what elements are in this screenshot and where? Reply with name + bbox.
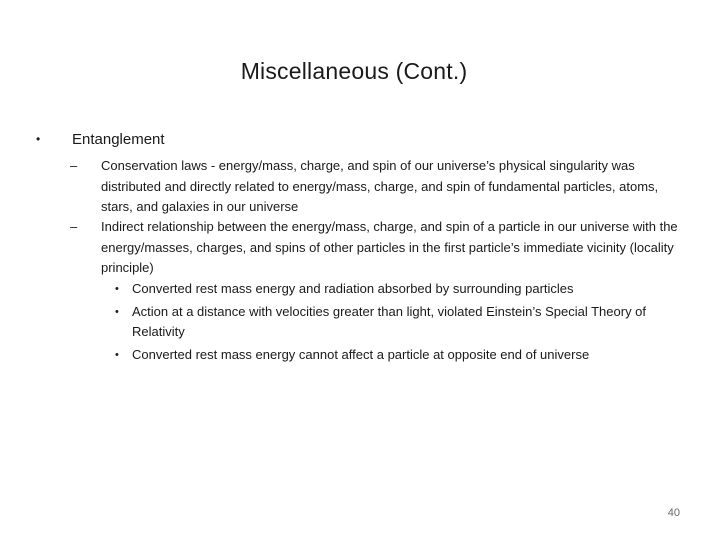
sub-sub-bullet-text: Converted rest mass energy and radiation absorbed by surrounding particles	[132, 281, 574, 296]
sub-sub-bullet-text: Converted rest mass energy cannot affect a particle at opposite end of universe	[132, 347, 590, 362]
sub-bullet-conservation-laws	[70, 156, 690, 218]
bullet-text: Entanglement	[72, 131, 165, 148]
dot-marker: •	[115, 349, 119, 361]
sub-sub-bullet-cannot-affect	[115, 345, 685, 365]
page-number: 40	[667, 507, 680, 519]
sub-bullet-text: Indirect relationship between the energy/mass, charge, and spin of a particle in our universe with the energy/masses, charges, and spins of other particles in the first particle’s immediate vicinity (locality principle)	[101, 219, 678, 275]
sub-sub-bullet-action-at-distance	[115, 302, 685, 342]
dash-marker: –	[70, 158, 78, 173]
sub-sub-bullet-converted-rest-mass	[115, 279, 685, 299]
slide-title: Miscellaneous (Cont.)	[240, 58, 468, 84]
bullet-marker: •	[36, 132, 41, 146]
sub-bullet-indirect-relationship	[70, 217, 690, 279]
dot-marker: •	[115, 283, 119, 295]
dash-marker: –	[70, 219, 78, 234]
sub-bullet-text: Conservation laws - energy/mass, charge, and spin of our universe’s physical singularity was distributed and directly related to energy/mass, charge, and spin of fundamental particles, atoms, stars, and galaxies in our universe	[101, 158, 659, 214]
dot-marker: •	[115, 306, 119, 318]
sub-sub-bullet-text: Action at a distance with velocities greater than light, violated Einstein’s Special Theory of Relativity	[132, 304, 647, 339]
